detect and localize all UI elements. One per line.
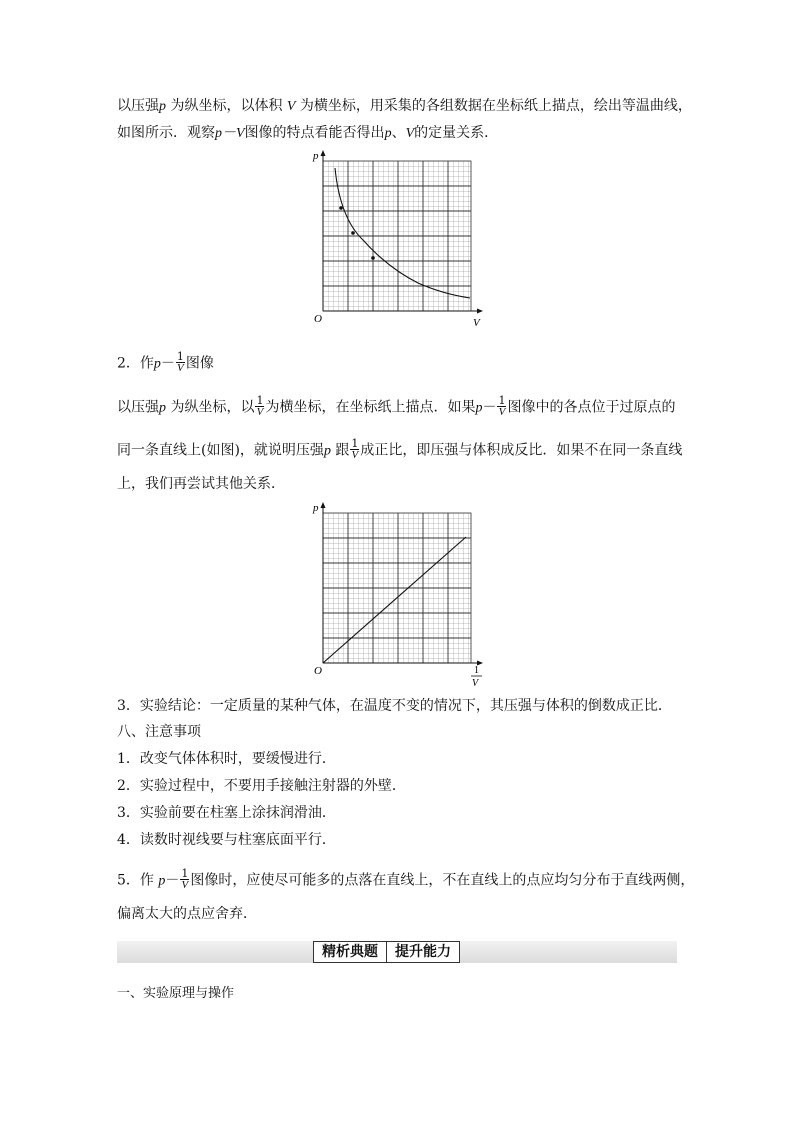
fraction-1-over-v: $\frac{1}{V}$ — [498, 394, 506, 418]
fraction-1-over-v: $\frac{1}{V}$ — [256, 394, 264, 418]
notes-heading: 八、注意事项 — [117, 724, 201, 740]
conclusion: 3．实验结论：一定质量的某种气体，在温度不变的情况下，其压强与体积的倒数成正比． — [117, 698, 672, 714]
y-axis-label: p — [313, 502, 319, 514]
intro-line-2: 如图所示．观察p－V图像的特点看能否得出p、V的定量关系． — [117, 125, 499, 141]
note-item: 1．改变气体体积时，要缓慢进行． — [117, 751, 336, 767]
note-item: 2．实验过程中，不要用手接触注射器的外壁． — [117, 778, 406, 794]
x-axis-label-den: V — [472, 678, 479, 689]
banner-label-right: 提升能力 — [387, 941, 460, 963]
data-point — [351, 231, 355, 235]
section-banner-title — [313, 941, 460, 963]
data-point — [371, 256, 375, 260]
origin-label: O — [314, 313, 322, 325]
origin-label: O — [314, 665, 322, 677]
note-item-5: 5．作 p－ $\frac{1}{V}$ 图像时，应使尽可能多的点落在直线上，不在直线上的点应均匀分布于直线两侧， — [117, 867, 695, 891]
note-item-5-cont: 偏离太大的点应舍弃． — [117, 906, 257, 922]
pv-isotherm-graph — [308, 148, 488, 330]
para-2-line-2: 同一条直线上(如图)，就说明压强p 跟 $\frac{1}{V}$ 成正比，即压强与体积成反比．如果不在同一条直线 — [117, 437, 683, 461]
section-heading: 一、实验原理与操作 — [117, 986, 235, 1001]
fraction-1-over-v: $\frac{1}{V}$ — [181, 867, 189, 891]
x-axis-label-num: 1 — [474, 665, 479, 676]
banner-label-left: 精析典题 — [313, 941, 387, 963]
y-axis-label: p — [313, 150, 319, 162]
data-point — [339, 206, 343, 210]
p-inverse-v-graph — [308, 500, 488, 690]
note-item: 4．读数时视线要与柱塞底面平行． — [117, 832, 336, 848]
fraction-1-over-v: $\frac{1}{V}$ — [176, 350, 184, 374]
note-item: 3．实验前要在柱塞上涂抹润滑油． — [117, 805, 336, 821]
para-2-line-3: 上，我们再尝试其他关系． — [117, 476, 285, 492]
fraction-1-over-v: $\frac{1}{V}$ — [351, 437, 359, 461]
para-2-line-1: 以压强p 为纵坐标，以 $\frac{1}{V}$ 为横坐标，在坐标纸上描点．如果p－ $\frac{1}{V}$ 图像中的各点位于过原点的 — [117, 394, 676, 418]
step-2-heading: 2．作p－ $\frac{1}{V}$ 图像 — [117, 350, 214, 374]
intro-line-1: 以压强p 为纵坐标，以体积 V 为横坐标，用采集的各组数据在坐标纸上描点，绘出等温曲线， — [117, 98, 692, 114]
x-axis-label: V — [473, 317, 480, 329]
